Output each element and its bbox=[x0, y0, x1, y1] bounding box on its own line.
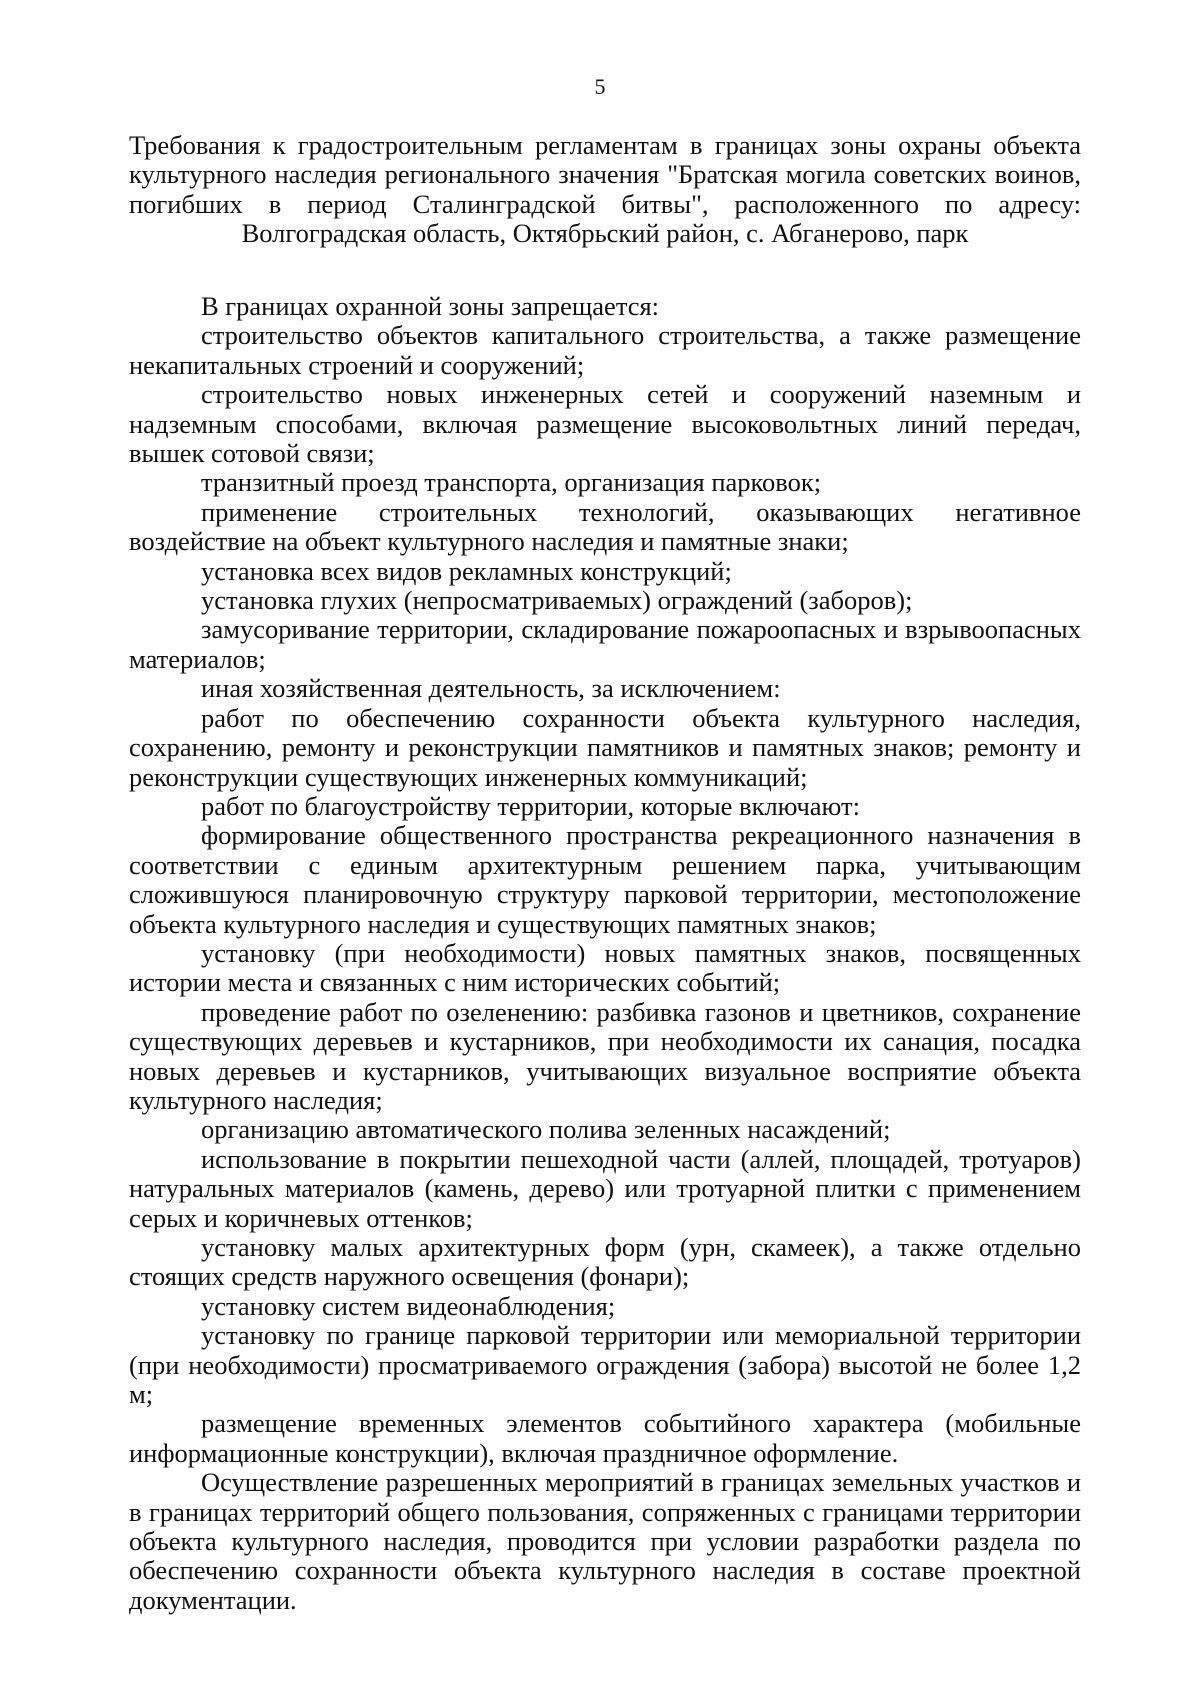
paragraph: В границах охранной зоны запрещается: bbox=[201, 291, 660, 321]
paragraph: формирование общественного пространства рекреационного назначения в соответствии с единым архитектурным решением парка, учитывающим сложившуюся планировочную структуру парковой территории, местоположение объекта культурного наследия и существующих памятных знаков; bbox=[129, 820, 1081, 939]
paragraph: строительство объектов капитального строительства, а также размещение некапитальных строений и сооружений; bbox=[129, 320, 1081, 380]
paragraph: организацию автоматического полива зеленных насаждений; bbox=[201, 1114, 891, 1145]
paragraph: Осуществление разрешенных мероприятий в границах земельных участков и в границах территорий общего пользования, сопряженных с границами территории объекта культурного наследия, проводится при условии разработки раздела по обеспечению сохранности объекта культурного наследия в составе проектной документации. bbox=[129, 1467, 1081, 1615]
paragraph: транзитный проезд транспорта, организация парковок; bbox=[201, 467, 822, 498]
paragraph: использование в покрытии пешеходной части (аллей, площадей, тротуаров) натуральных материалов (камень, дерево) или тротуарной плитки с применением серых и коричневых оттенков; bbox=[129, 1143, 1081, 1233]
paragraph: установку по границе парковой территории или мемориальной территории (при необходимости) просматриваемого ограждения (забора) высотой не более 1,2 м; bbox=[129, 1320, 1081, 1410]
paragraph: проведение работ по озеленению: разбивка газонов и цветников, сохранение существующих деревьев и кустарников, при необходимости их санация, посадка новых деревьев и кустарников, учитывающих визуальное восприятие объекта культурного наследия; bbox=[129, 996, 1081, 1115]
paragraph: установку систем видеонаблюдения; bbox=[201, 1290, 616, 1321]
paragraph: иная хозяйственная деятельность, за исключением: bbox=[201, 673, 781, 704]
paragraph: размещение временных элементов событийного характера (мобильные информационные конструкции), включая праздничное оформление. bbox=[129, 1408, 1081, 1468]
paragraph: замусоривание территории, складирование пожароопасных и взрывоопасных материалов; bbox=[129, 614, 1081, 674]
document-heading: Требования к градостроительным регламентам в границах зоны охраны объекта культурного наследия регионального значения "Братская могила советских воинов, погибших в период Сталинградской битвы", расположенного по адресу: Волгоградская область, Октябрьский район, с. Абганерово, парк bbox=[129, 130, 1081, 249]
document-body bbox=[129, 292, 1081, 1615]
paragraph: установку (при необходимости) новых памятных знаков, посвященных истории места и связанных с ним исторических событий; bbox=[129, 937, 1081, 998]
paragraph: установка глухих (непросматриваемых) ограждений (заборов); bbox=[201, 585, 913, 616]
paragraph: строительство новых инженерных сетей и сооружений наземным и надземным способами, включая размещение высоковольтных линий передач, вышек сотовой связи; bbox=[129, 379, 1081, 469]
paragraph: работ по обеспечению сохранности объекта культурного наследия, сохранению, ремонту и реконструкции памятников и памятных знаков; ремонту и реконструкции существующих инженерных коммуникаций; bbox=[129, 702, 1081, 792]
page-number: 5 bbox=[594, 74, 606, 99]
paragraph: установку малых архитектурных форм (урн, скамеек), а также отдельно стоящих средств наружного освещения (фонари); bbox=[129, 1232, 1081, 1292]
paragraph: установка всех видов рекламных конструкций; bbox=[201, 555, 732, 586]
paragraph: применение строительных технологий, оказывающих негативное воздействие на объект культурного наследия и памятные знаки; bbox=[129, 496, 1081, 557]
paragraph: работ по благоустройству территории, которые включают: bbox=[201, 790, 860, 821]
